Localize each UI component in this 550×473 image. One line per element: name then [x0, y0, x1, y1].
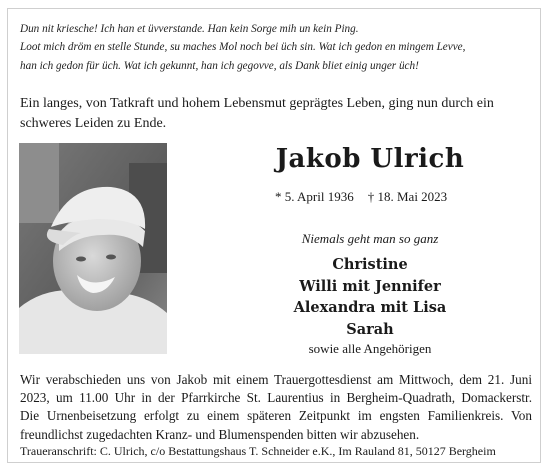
life-dates [275, 188, 475, 206]
portrait-photo [19, 143, 167, 354]
verse-line: Dun nit kriesche! Ich han et üvverstande. Han kein Sorge mih un kein Ping. [20, 23, 359, 35]
death-date: † 18. Mai 2023 [367, 189, 448, 204]
mourner-name: Willi mit Jennifer [299, 277, 441, 295]
service-line: Die Urnenbeisetzung erfolgt zu einem späteren Zeitpunkt im engsten Familienkreis. Von [20, 408, 532, 424]
mourning-address: Traueranschrift: C. Ulrich, c/o Bestattungshaus T. Schneider e.K., Im Rauland 81, 50127 Bergheim [20, 444, 496, 458]
mourner-name: Alexandra mit Lisa [293, 299, 447, 316]
mourner-name: Christine [332, 256, 408, 273]
service-line: Wir verabschieden uns von Jakob mit einem Trauergottesdienst am Mittwoch, dem 21. Juni [20, 372, 532, 387]
verse-line: Loot mich dröm en stelle Stunde, su maches Mol noch bei üch sin. Wat ich gedon en mingem Levve, [20, 41, 466, 54]
mourners-list [200, 254, 540, 340]
deceased-name: Jakob Ulrich [275, 144, 465, 174]
other-relatives: sowie alle Angehörigen [308, 341, 432, 356]
service-info [20, 371, 532, 444]
mourner-name: Sarah [346, 320, 394, 338]
birth-date: * 5. April 1936 [275, 189, 354, 204]
intro-text: Ein langes, von Tatkraft und hohem Lebensmut geprägtes Leben, ging nun durch ein schweres Leiden zu Ende. [20, 96, 494, 131]
motto: Niemals geht man so ganz [301, 231, 439, 246]
verse-line: han ich gedon für üch. Wat ich gekunnt, han ich gegovve, als Dank bliet einig unger üch! [20, 59, 419, 72]
service-line: 2023, um 11.00 Uhr in der Pfarrkirche St. Laurentius in Bergheim-Quadrath, Domackerstr. [20, 390, 532, 406]
service-line: freundlichst zugedachten Kranz- und Blumenspenden bitten wir abzusehen. [20, 426, 420, 442]
dialect-verse [20, 20, 532, 75]
portrait-image [19, 143, 167, 354]
